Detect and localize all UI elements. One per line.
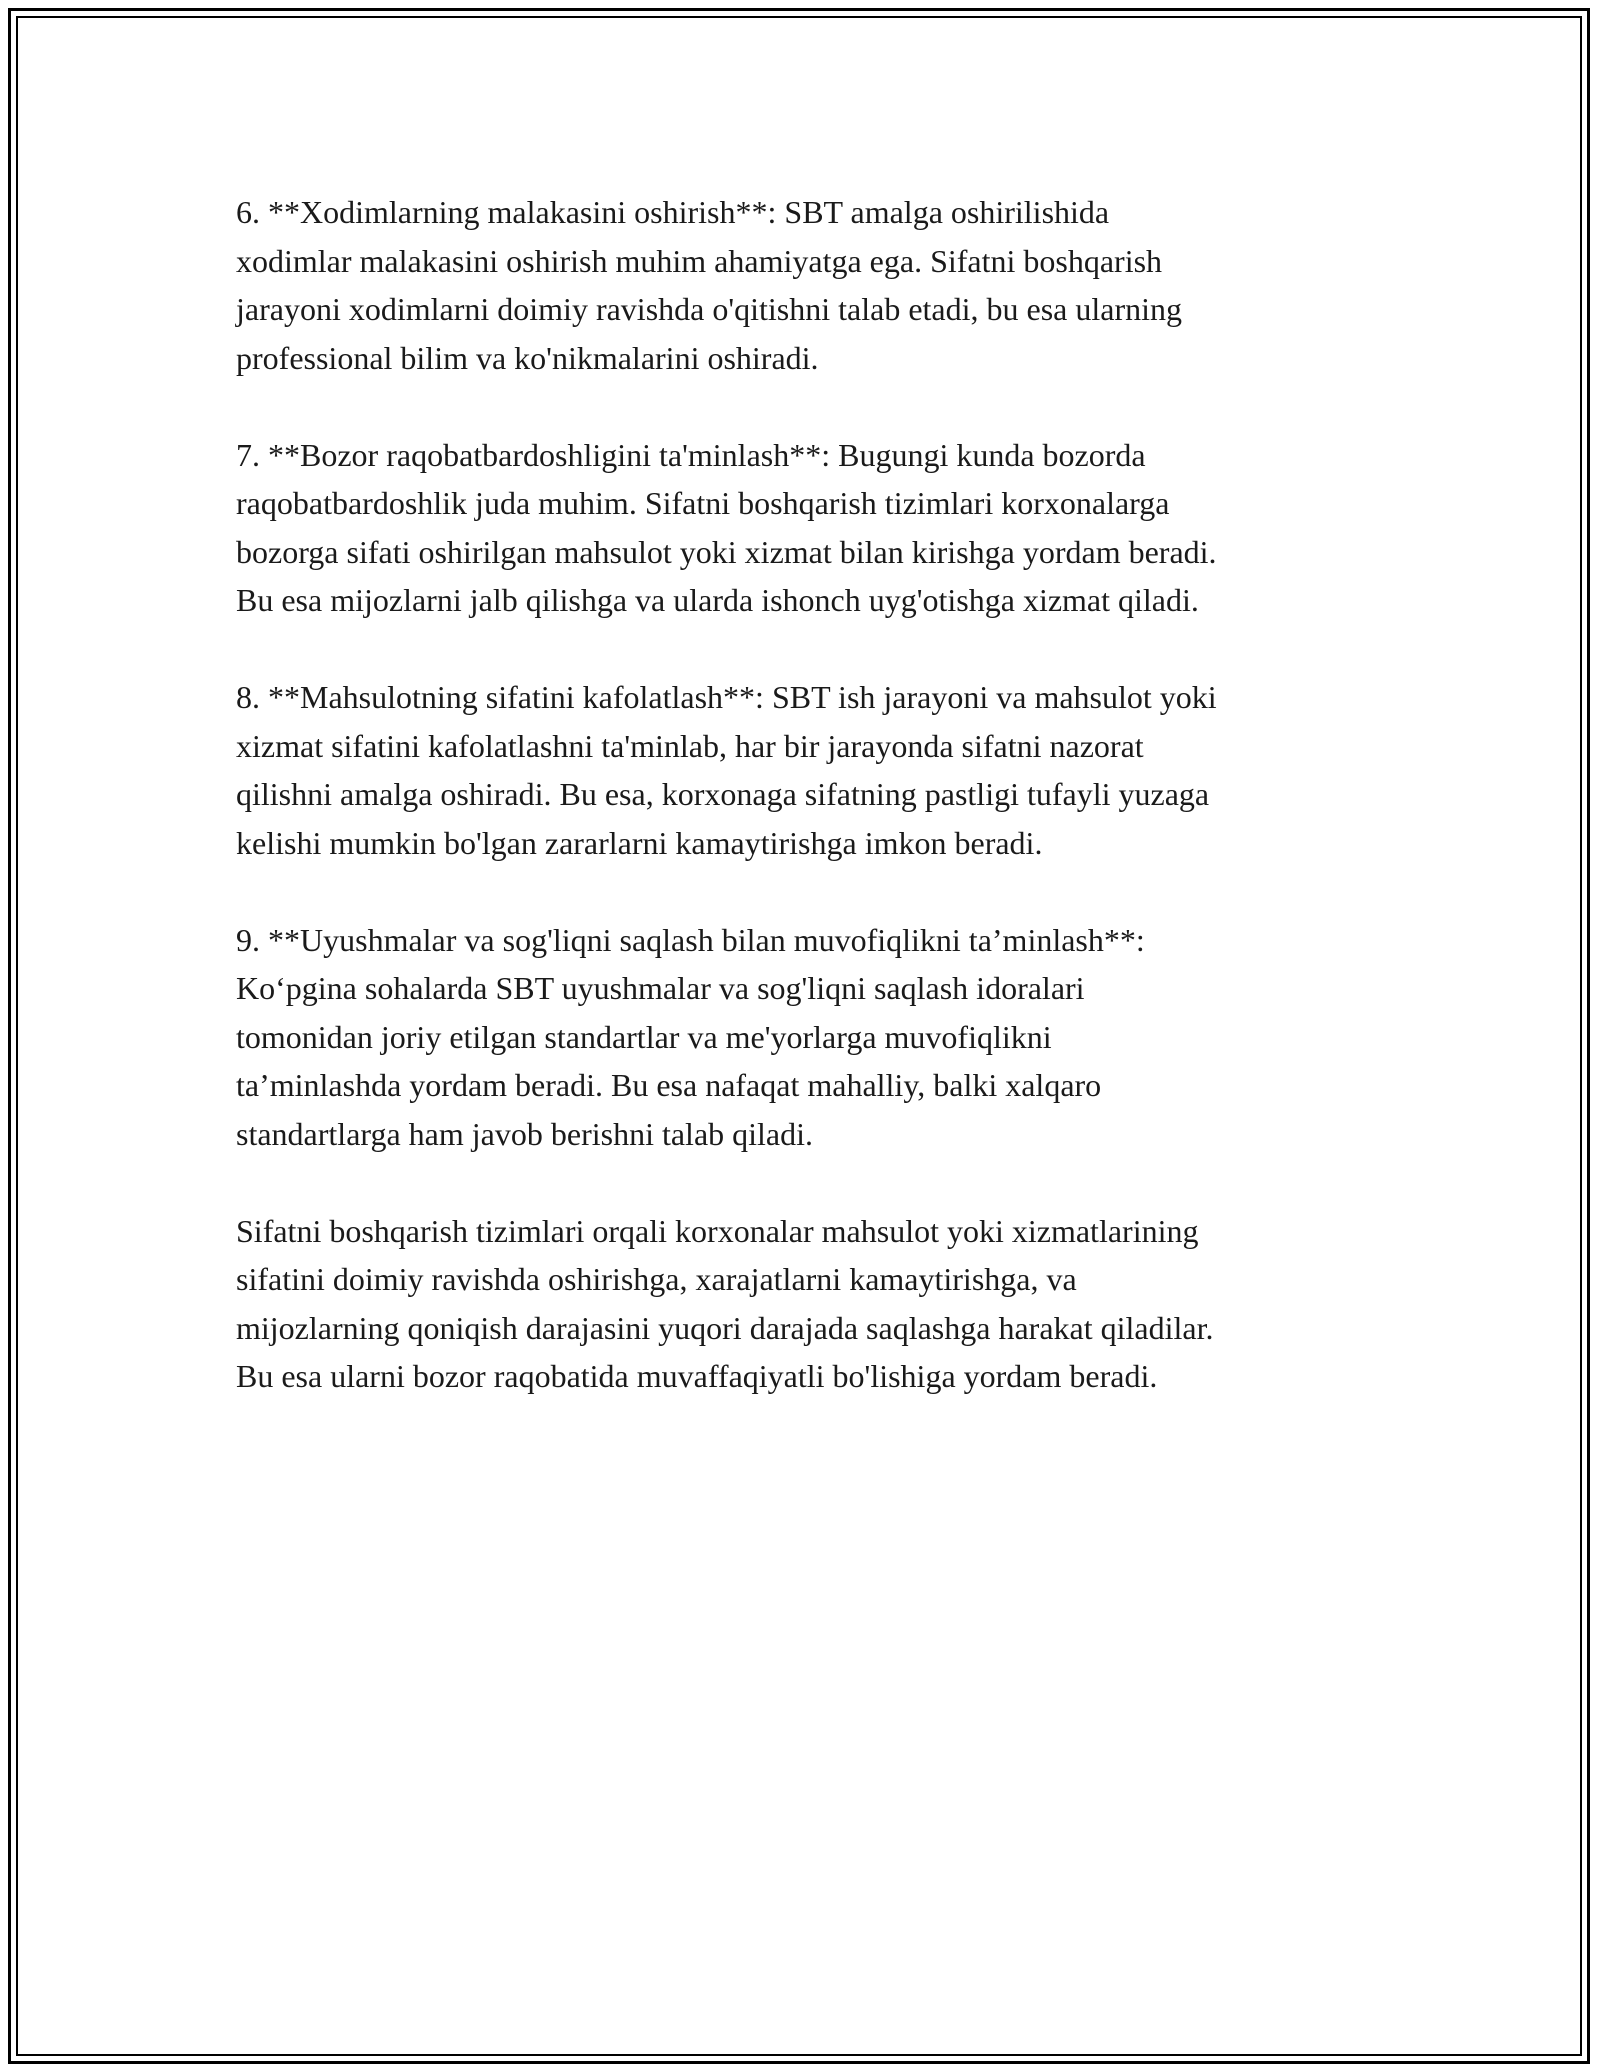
paragraph-item-7: 7. **Bozor raqobatbardoshligini ta'minlash**: Bugungi kunda bozorda raqobatbardoshlik juda muhim. Sifatni boshqarish tizimlari korxonalarga bozorga sifati oshirilgan mahsulot yoki xizmat bilan kirishga yordam beradi. Bu esa mijozlarni jalb qilishga va ularda ishonch uyg'otishga xizmat qiladi. <box>236 436 1217 618</box>
document-body <box>236 188 1376 1401</box>
paragraph-item-8: 8. **Mahsulotning sifatini kafolatlash**: SBT ish jarayoni va mahsulot yoki xizmat sifatini kafolatlashni ta'minlab, har bir jarayonda sifatni nazorat qilishni amalga oshiradi. Bu esa, korxonaga sifatning pastligi tufayli yuzaga kelishi mumkin bo'lgan zararlarni kamaytirishga imkon beradi. <box>236 679 1217 861</box>
paragraph-conclusion: Sifatni boshqarish tizimlari orqali korxonalar mahsulot yoki xizmatlarining sifatini doimiy ravishda oshirishga, xarajatlarni kamaytirishga, va mijozlarning qoniqish darajasini yuqori darajada saqlashga harakat qiladilar. Bu esa ularni bozor raqobatida muvaffaqiyatli bo'lishiga yordam beradi. <box>236 1212 1214 1394</box>
paragraph-item-9: 9. **Uyushmalar va sog'liqni saqlash bilan muvofiqlikni ta’minlash**: Ko‘pgina sohalarda SBT uyushmalar va sog'liqni saqlash idoralari tomonidan joriy etilgan standartlar va me'yorlarga muvofiqlikni ta’minlashda yordam beradi. Bu esa nafaqat mahalliy, balki xalqaro standartlarga ham javob berishni talab qiladi. <box>236 921 1145 1152</box>
paragraph-item-6: 6. **Xodimlarning malakasini oshirish**: SBT amalga oshirilishida xodimlar malakasini oshirish muhim ahamiyatga ega. Sifatni boshqarish jarayoni xodimlarni doimiy ravishda o'qitishni talab etadi, bu esa ularning professional bilim va ko'nikmalarini oshiradi. <box>236 194 1182 376</box>
